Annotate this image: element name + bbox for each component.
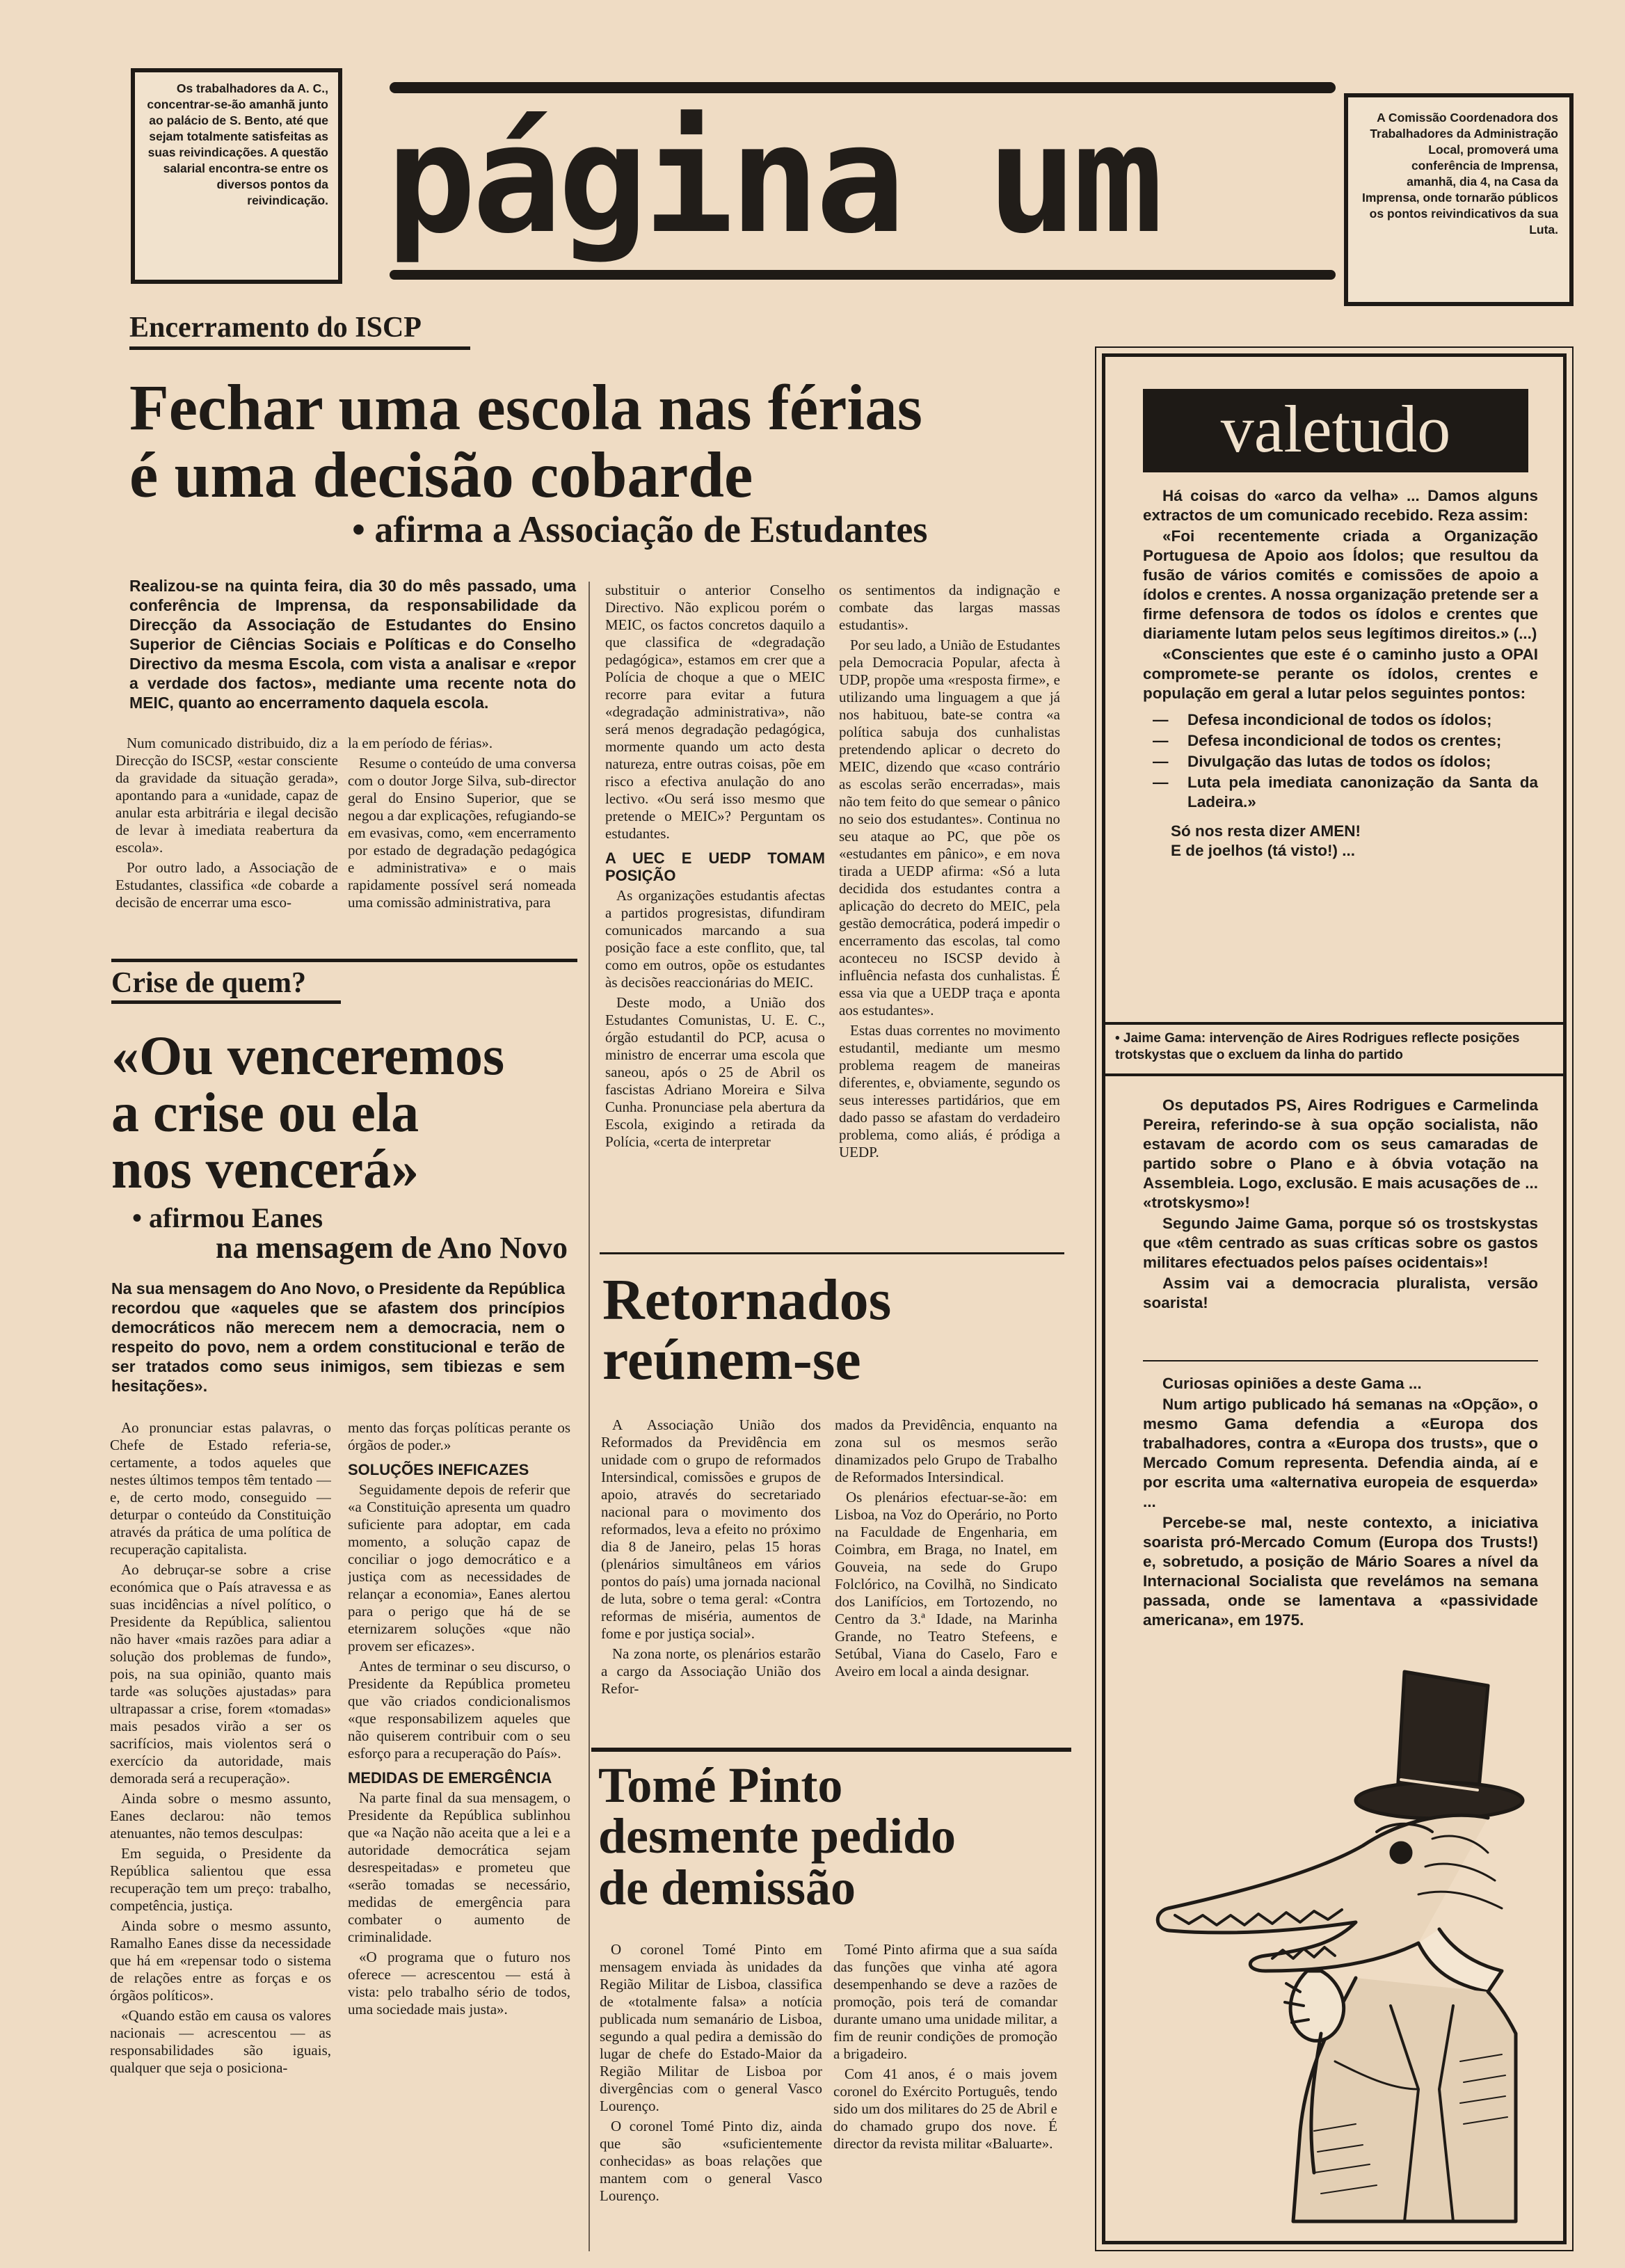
col-divider-vertical — [589, 582, 590, 2251]
eanes-col1-p4: Em seguida, o Presidente da República salientou que essa recuperação tem um preço: trabalho, competência, justiça. — [110, 1845, 331, 1914]
eanes-col2-p2: Seguidamente depois de referir que «a Constituição apresenta um quadro suficiente para adoptar, em cada momento, a solução capaz de conciliar o jogo democrático e a justiça com as necessidades de relançar a economia», Eanes alertou para o perigo que há de se eternizarem soluções «que não provem ser eficazes». — [348, 1481, 570, 1654]
gama-body-p3: Assim vai a democracia pluralista, versão soarista! — [1143, 1275, 1538, 1311]
eanes-headline-line-2: a crise ou ela — [111, 1082, 419, 1144]
retornados-headline-line-2: reúnem-se — [602, 1327, 861, 1392]
curious-p3: Percebe-se mal, neste contexto, a iniciativa soarista pró-Mercado Comum (Europa dos Trusts!) e, sobretudo, a posição de Mário Soares a nível da Internacional Socialista que revelámos na semana passada, onde se lamentava a «passividade americana», em 1975. — [1143, 1514, 1538, 1629]
eanes-col2-p1: mento das forças políticas perante os órgãos de poder.» — [348, 1419, 570, 1453]
tome-col-1 — [600, 1941, 822, 2247]
iscp-headline-line-1: Fechar uma escola nas férias — [129, 372, 922, 444]
retornados-col2-p1: mados da Previdência, enquanto na zona sul os mesmos serão dinamizados pelo Grupo de Trabalho de Reformados Intersindical. — [835, 1416, 1057, 1485]
gama-bottom-rule — [1102, 1073, 1567, 1076]
right-notice-text: A Comissão Coordenadora dos Trabalhadores da Administração Local, promoverá uma conferência de Imprensa, amanhã, dia 4, na Casa da Imprensa, onde tornarão públicos os pontos reivindicativos da sua Luta. — [1362, 111, 1558, 237]
valetudo-quote-2: «Conscientes que este é o caminho justo a OPAI compromete-se perante os ídolos, crentes e população em geral a lutar pelos seguintes pontos: — [1143, 646, 1538, 702]
iscp-col4-p1: os sentimentos da indignação e combate das largas massas estudantis». — [839, 582, 1060, 633]
eanes-col2-p3: Antes de terminar o seu discurso, o Presidente da República prometeu que vão criados condicionalismos «que responsabilizem aqueles que não quiserem contribuir com o seu esforço para a recuperação do País». — [348, 1658, 570, 1762]
iscp-col1-p2: Por outro lado, a Associação de Estudantes, classifica «de cobarde a decisão de encerrar uma esco- — [115, 859, 338, 911]
gama-body-p2: Segundo Jaime Gama, porque só os trostskystas que «têm centrado as suas críticas sobre os gastos militares efectuados pelos países ocidentais»! — [1143, 1215, 1538, 1271]
iscp-col3-p2: As organizações estudantis afectas a partidos progresistas, difundiram comunicados marcando a sua posição face a este conflito, que, tal como em outros, opõe os estudantes às decisões reaccionárias do MEIC. — [605, 887, 825, 991]
iscp-kicker-underline — [129, 346, 470, 350]
retornados-col-2 — [835, 1416, 1057, 1743]
iscp-col4-p3: Estas duas correntes no movimento estudantil, mediante um mesmo problema reagem de maneiras diferentes, e, obviamente, segundo os seus interesses partidários, que em dado passo se afastam do verdadeiro problema, como aliás, é pródiga a UEDP. — [839, 1022, 1060, 1160]
iscp-col-4 — [839, 582, 1060, 1236]
valetudo-point: — Luta pela imediata canonização da Santa da Ladeira.» — [1153, 773, 1538, 812]
tome-col2-p1: Tomé Pinto afirma que a sua saída das funções que vinha até agora desempenhando se deve a razões de promoção, pois terá de comandar durante umano uma unidade militar, a fim de reunir condições de promoção a brigadeiro. — [833, 1941, 1057, 2062]
iscp-col3-subhead: A UEC E UEDP TOMAM POSIÇÃO — [605, 849, 825, 884]
right-notice-box — [1344, 93, 1574, 306]
gama-kicker: • Jaime Gama: intervenção de Aires Rodrigues reflecte posições trotskystas que o excluem da linha do partido — [1115, 1031, 1520, 1062]
retornados-col1-p2: Na zona norte, os plenários estarão a cargo da Associação União dos Refor- — [601, 1645, 821, 1697]
eanes-kicker-text: Crise de quem? — [111, 967, 306, 999]
curious-p1: Curiosas opiniões a deste Gama ... — [1162, 1375, 1422, 1392]
iscp-headline — [129, 372, 1075, 550]
eanes-kicker — [111, 963, 348, 1006]
tome-headline-line-3: de demissão — [598, 1859, 856, 1915]
eanes-kicker-underline — [111, 1000, 341, 1004]
eanes-col1-p2: Ao debruçar-se sobre a crise económica que o País atravessa e as suas incidências a nível político, o Presidente da República, salientou não haver «mais razões para adiar a solução dos problemas de fundo», pois, na sua opinião, quanto mais tarde «as soluções ajustadas» para ultrapassar a crise, forem «tomadas» mais pesados virão a ser os sacrifícios, mais violentos será o exercício da autoridade, mais demorada será a recuperação». — [110, 1561, 331, 1787]
eanes-col1-p1: Ao pronunciar estas palavras, o Chefe de Estado referia-se, certamente, a todos aqueles que nestes últimos tempos têm tentado — e, de certo modo, conseguido — deturpar o conteúdo da Constituição através da prática de uma política de recuperação capitalista. — [110, 1419, 331, 1558]
iscp-col2-p2: Resume o conteúdo de uma conversa com o doutor Jorge Silva, sub-director geral do Ensino Superior, que se negou a dar explicações, refugiando-se em evasivas, como, «em encerramento por estado de degradação pedagógica e administrativa» e o mais rapidamente possível será nomeada uma comissão administrativa, para — [348, 755, 576, 911]
eanes-col2-subhead-1: SOLUÇÕES INEFICAZES — [348, 1461, 529, 1478]
retornados-headline-line-1: Retornados — [602, 1268, 892, 1332]
tome-headline-line-2: desmente pedido — [598, 1808, 956, 1864]
masthead-bottom-rule — [390, 270, 1336, 280]
iscp-col1-p1: Num comunicado distribuido, diz a Direcção do ISCSP, «estar consciente da gravidade da situação gerada», apontando para a «unidade, capaz de anular esta arbitrária e ilegal decisão de levar à imediata reabertura da escola». — [115, 735, 338, 856]
retornados-headline — [602, 1268, 1062, 1392]
eanes-headline — [111, 1025, 591, 1265]
iscp-kicker-text: Encerramento do ISCP — [129, 312, 422, 344]
curious-body — [1143, 1374, 1538, 1631]
tome-headline — [598, 1757, 1071, 1915]
valetudo-points — [1143, 710, 1538, 812]
eanes-col-2 — [348, 1419, 570, 2247]
gama-top-rule — [1102, 1022, 1567, 1025]
eanes-headline-line-1: «Ou venceremos — [111, 1025, 505, 1087]
valetudo-comunicado — [1143, 486, 1538, 861]
iscp-intro: Realizou-se na quinta feira, dia 30 do mês passado, uma conferência de Imprensa, da responsabilidade da Direcção da Associação de Estudantes do Ensino Superior de Ciências Sociais e Políticas e do Conselho Directivo da mesma Escola, com vista a analisar e «repor a verdade dos factos», mediante uma recente nota do MEIC, quanto ao encerramento daquela escola. — [129, 577, 576, 712]
eanes-col2-subhead-2: MEDIDAS DE EMERGÊNCIA — [348, 1769, 552, 1787]
curious-p2: Num artigo publicado há semanas na «Opção», o mesmo Gama defendia a «Europa dos trabalhadores, contra a «Europa dos trusts», que o Mercado Comum representa. Defendia ainda, aí e por escrita uma «alternativa europeia de esquerda» ... — [1143, 1396, 1538, 1510]
tome-col2-p2: Com 41 anos, é o mais jovem coronel do Exército Português, tendo sido um dos militares do 25 de Abril e do chamado grupo dos nove. É director da revista militar «Baluarte». — [833, 2066, 1057, 2152]
tome-top-rule — [591, 1748, 1071, 1752]
iscp-col3-p1: substituir o anterior Conselho Directivo. Não explicou porém o MEIC, os factos concretos daquilo a que classifica de «degradação pedagógica», estamos em crer que a Polícia de choque a que o MEIC recorre para evitar a futura «degradação administrativa», não será menos degradação pedagógica, mormente quando um acto desta natureza, entre outras coisas, põe em risco a efectiva anulação do ano lectivo. «Ou será isso mesmo que pretende o MEIC»? Perguntam os estudantes. — [605, 582, 825, 842]
valetudo-closing-2: E de joelhos (tá visto!) ... — [1171, 842, 1356, 859]
eanes-col2-p5: «O programa que o futuro nos oferece — acrescentou — está à vista: pelo trabalho sério de todos, uma sociedade mais justa». — [348, 1949, 570, 2018]
eanes-subhead-2: na mensagem de Ano Novo — [216, 1230, 568, 1265]
eanes-headline-line-3: nos vencerá» — [111, 1139, 419, 1201]
retornados-col1-p1: A Associação União dos Reformados da Previdência em unidade com o grupo de reformados Intersindical, comissões e grupos de apoio, através do secretariado nacional para o movimento dos reformados, leva a efeito no próximo dia 8 de Janeiro, pelas 15 horas (plenários simultâneos em vários pontos do país) uma jornada nacional de luta, sobre o tema geral: «Contra reformas de miséria, aumentos de fome e por justiça social». — [601, 1416, 821, 1642]
tome-col-2 — [833, 1941, 1057, 2247]
iscp-divider — [111, 959, 577, 962]
valetudo-point: — Defesa incondicional de todos os crentes; — [1153, 731, 1538, 751]
left-notice-box — [131, 68, 342, 284]
tome-headline-line-1: Tomé Pinto — [598, 1757, 843, 1813]
eanes-intro: Na sua mensagem do Ano Novo, o Presidente da República recordou que «aqueles que se afastem dos princípios democráticos não merecem nem a democracia, nem o respeito do povo, nem a ordem constitucional e terão de ser tratados como seus inimigos, sem tibiezas e sem hesitações». — [111, 1279, 565, 1395]
valetudo-closing-1: Só nos resta dizer AMEN! — [1171, 822, 1361, 840]
iscp-subhead: • afirma a Associação de Estudantes — [352, 508, 928, 550]
left-notice-text: Os trabalhadores da A. C., concentrar-se-ão amanhã junto ao palácio de S. Bento, até que sejam totalmente satisfeitas as suas reivindicações. A questão salarial encontra-se entre os diversos pontos da reivindicação. — [147, 81, 328, 207]
iscp-col-3 — [605, 582, 825, 1236]
valetudo-box — [1102, 353, 1567, 2244]
retornados-top-rule — [600, 1252, 1064, 1254]
eanes-subhead-1: • afirmou Eanes — [132, 1201, 323, 1233]
tome-col1-p1: O coronel Tomé Pinto em mensagem enviada às unidades da Região Militar de Lisboa, classifica de «totalmente falsa» a notícia publicada num semanário de Lisboa, segundo a qual pedira a demissão do lugar de chefe do Estado-Maior da Região Militar de Lisboa por divergências com o general Vasco Lourenço. — [600, 1941, 822, 2114]
iscp-col-2 — [348, 735, 576, 942]
curious-divider — [1143, 1360, 1538, 1361]
iscp-col4-p2: Por seu lado, a União de Estudantes pela Democracia Popular, afecta à UDP, propõe uma «resposta firme», e utilizando uma linguagem a que já nos habituou, bate-se contra «a política sabuja dos cunhalistas pretendendo aplicar o decreto do MEIC, dizendo que «caso contrário as escolas serão encerradas», mais não tem feito do que semear o pânico no seio dos estudantes». Continua no seu ataque ao PC, que põe os «estudantes em pânico», e em nova tirada a UEDP afirma: «Só a luta decidida dos estudantes contra a aplicação do decreto do MEIC, pela gestão democrática, poderá impedir o encerramento das escolas, tal como aconteceu no ISCSP devido à influência nefasta dos cunhalistas. É essa via que a UEDP traça e aponta aos estudantes». — [839, 637, 1060, 1019]
valetudo-title: valetudo — [1143, 389, 1528, 472]
iscp-col-1 — [115, 735, 338, 942]
masthead-top-rule — [390, 82, 1336, 93]
iscp-headline-line-2: é uma decisão cobarde — [129, 439, 753, 511]
iscp-col2-p1: la em período de férias». — [348, 735, 493, 751]
gama-body — [1143, 1096, 1538, 1314]
valetudo-quote-1: «Foi recentemente criada a Organização Portuguesa de Apoio aos Ídolos; que resultou da fusão de vários comités e comissões de apoio a ídolos e crentes. A nossa organização pretende ser a firme defensora de todos os ídolos e crentes que diariamente lutam pelos seus legítimos direitos.» (...) — [1143, 527, 1538, 642]
valetudo-point: — Divulgação das lutas de todos os ídolos; — [1153, 752, 1538, 772]
eanes-col1-p3: Ainda sobre o mesmo assunto, Eanes declarou: não temos atenuantes, não temos desculpas: — [110, 1790, 331, 1842]
iscp-kicker — [129, 309, 477, 352]
eanes-col1-p6: «Quando estão em causa os valores nacionais — acrescentou — as responsabilidades são iguais, qualquer que seja o posiciona- — [110, 2007, 331, 2076]
iscp-col3-p3: Deste modo, a União dos Estudantes Comunistas, U. E. C., órgão estudantil do PCP, acusa o ministro de encerrar uma escola que saneou, após o 25 de Abril os fascistas Adriano Moreira e Silva Cunha. Pronunciase pela abertura da Escola, exigindo a retirada da Polícia, «certa de interpretar — [605, 994, 825, 1150]
valetudo-point: — Defesa incondicional de todos os ídolos; — [1153, 710, 1538, 730]
eanes-col-1 — [110, 1419, 331, 2247]
gama-body-p1: Os deputados PS, Aires Rodrigues e Carmelinda Pereira, referindo-se à sua opção socialista, não estavam de acordo com os seus camaradas de partido sobre o Plano e à óbvia votação na Assembleia. Logo, exclusão. E mais acusações de ... «trotskysmo»! — [1143, 1096, 1538, 1211]
valetudo-intro: Há coisas do «arco da velha» ... Damos alguns extractos de um comunicado recebido. Reza assim: — [1143, 487, 1538, 524]
crocodile-top-hat-illustration — [1126, 1644, 1544, 2228]
tome-col1-p2: O coronel Tomé Pinto diz, ainda que são «suficientemente conhecidas» as boas relações que mantem com o general Vasco Lourenço. — [600, 2118, 822, 2204]
eanes-col1-p5: Ainda sobre o mesmo assunto, Ramalho Eanes disse da necessidade que há em «repensar todo o sistema de relações entre as forças e os órgãos políticos». — [110, 1917, 331, 2004]
retornados-col2-p2: Os plenários efectuar-se-ão: em Lisboa, na Voz do Operário, no Porto na Faculdade de Engenharia, em Coimbra, em Braga, no Inatel, em Gouveia, na sede do Grupo Folclórico, na Covilhã, no Sindicato dos Lanifícios, em Tortozendo, no Centro da 3.ª Idade, na Marinha Grande, no Teatro Stefeens, e Setúbal, Viana do Caselo, Faro e Aveiro em local a ainda designar. — [835, 1489, 1057, 1679]
retornados-col-1 — [601, 1416, 821, 1743]
page-title: página um — [386, 103, 1159, 266]
eanes-col2-p4: Na parte final da sua mensagem, o Presidente da República sublinhou que «a Nação não aceita que a lei e a autoridade democrática sejam desrespeitadas» e prometeu que «serão tomadas se necessário, medidas de emergência para combater o aumento de criminalidade. — [348, 1789, 570, 1945]
